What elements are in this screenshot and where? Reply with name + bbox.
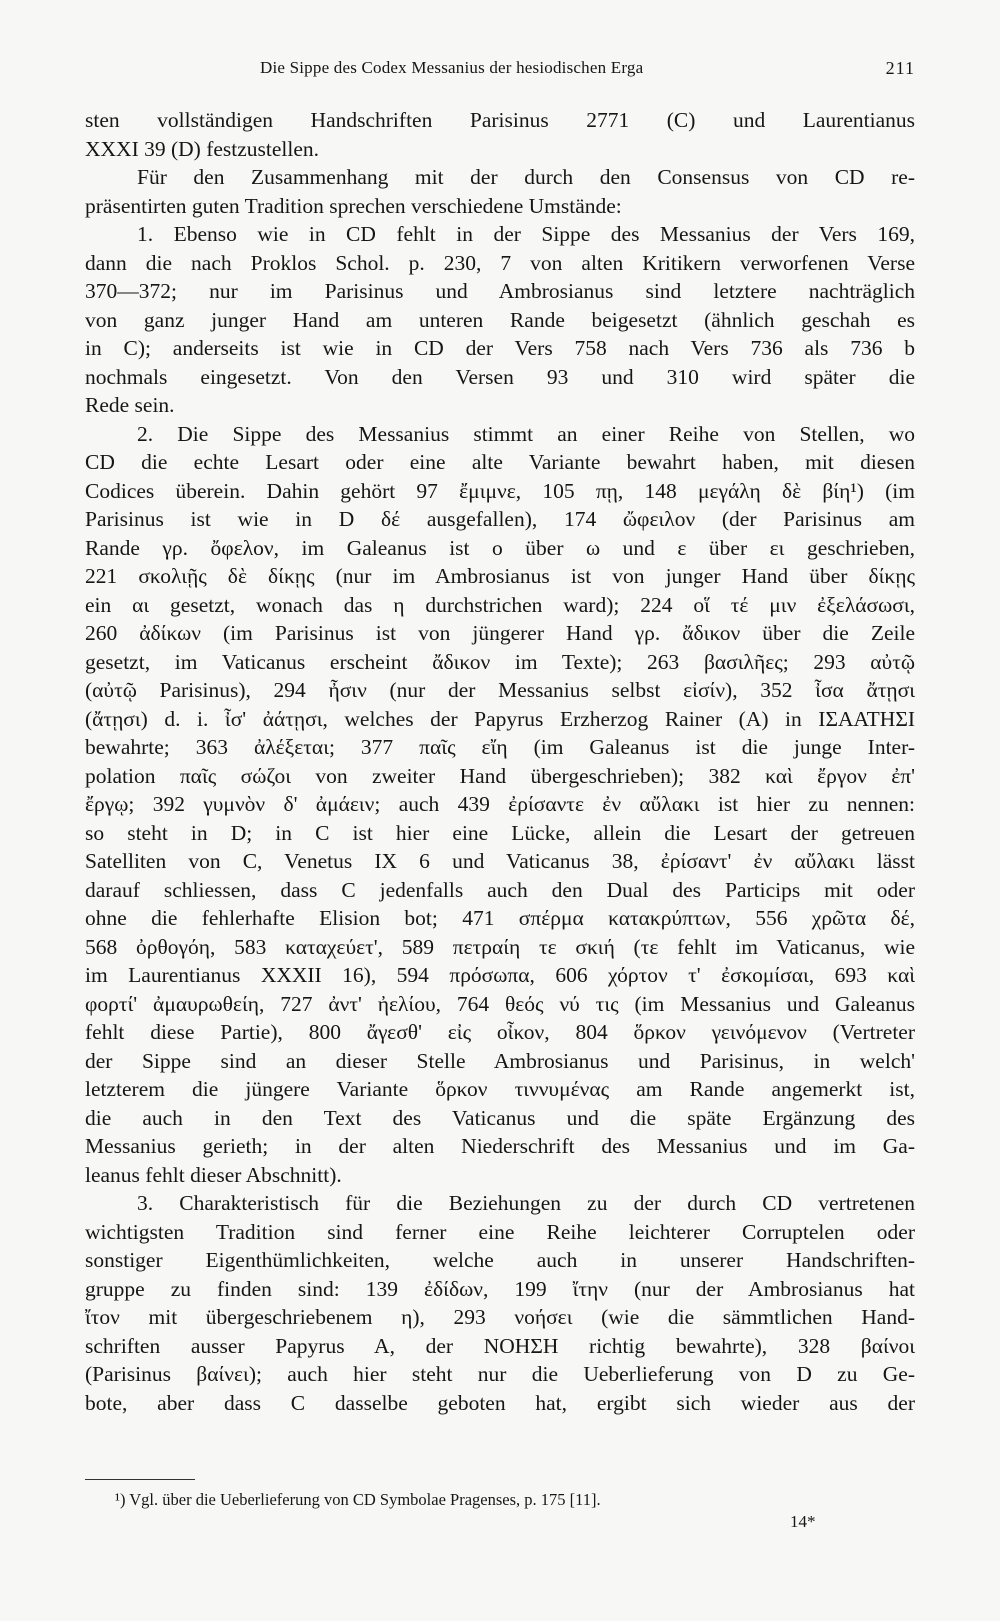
text-line: fehlt diese Partie), 800 ἄγεσθ' εἰς οἶκον, 804 ὅρκον γεινόμενον (Vertreter xyxy=(85,1020,915,1044)
text-line: schriften ausser Papyrus A, der ΝΟΗΣΗ richtig bewahrte), 328 βαίνοι xyxy=(85,1333,915,1358)
text-line: (αὐτῷ Parisinus), 294 ἦσιν (nur der Messanius selbst εἰσίν), 352 ἶσα ἄτῃσι xyxy=(85,678,915,702)
text-line: Parisinus ist wie in D δέ ausgefallen), 174 ὤφειλον (der Parisinus am xyxy=(85,507,915,531)
text-line: 2. Die Sippe des Messanius stimmt an einer Reihe von Stellen, wo xyxy=(137,421,915,446)
text-line: Rede sein. xyxy=(85,393,175,417)
text-line: gesetzt, im Vaticanus erscheint ἄδικον im Texte); 263 βασιλῆες; 293 αὐτῷ xyxy=(85,649,915,674)
text-line: 568 ὀρθογόη, 583 καταχεύετ', 589 πετραίη τε σκιή (τε fehlt im Vaticanus, wie xyxy=(85,934,915,959)
text-line: ἔργῳ; 392 γυμνὸν δ' ἀμάειν; auch 439 ἐρίσαντε ἐν αὔλακι ist hier zu nennen: xyxy=(85,792,915,816)
text-line: die auch in den Text des Vaticanus und die späte Ergänzung des xyxy=(85,1105,915,1130)
text-line: 3. Charakteristisch für die Beziehungen zu der durch CD vertretenen xyxy=(137,1191,915,1215)
text-line: Für den Zusammenhang mit der durch den Consensus von CD re- xyxy=(137,165,915,189)
text-line: 260 ἀδίκων (im Parisinus ist von jüngerer Hand γρ. ἄδικον über die Zeile xyxy=(85,621,915,645)
text-line: 1. Ebenso wie in CD fehlt in der Sippe des Messanius der Vers 169, xyxy=(137,222,915,246)
text-line: von ganz junger Hand am unteren Rande beigesetzt (ähnlich geschah es xyxy=(85,307,915,332)
text-line: 370—372; nur im Parisinus und Ambrosianus sind letztere nachträglich xyxy=(85,279,915,303)
text-line: ein αι gesetzt, wonach das η durchstrichen ward); 224 οἵ τέ μιν ἐξελάσωσι, xyxy=(85,592,915,617)
signature-mark: 14* xyxy=(790,1512,816,1531)
page-header xyxy=(85,58,915,86)
text-line: präsentirten guten Tradition sprechen verschiedene Umstände: xyxy=(85,193,622,218)
text-line: in C); anderseits ist wie in CD der Vers 758 nach Vers 736 als 736 b xyxy=(85,336,915,360)
body-text xyxy=(85,106,915,1417)
text-line: polation παῖς σώζοι von zweiter Hand übergeschrieben); 382 καὶ ἔργον ἐπ' xyxy=(85,763,915,788)
text-line: wichtigsten Tradition sind ferner eine Reihe leichterer Corruptelen oder xyxy=(85,1219,915,1244)
text-line: im Laurentianus XXXII 16), 594 πρόσωπα, 606 χόρτον τ' ἐσκομίσαι, 693 καὶ xyxy=(85,963,915,987)
text-line: gruppe zu finden sind: 139 ἐδίδων, 199 ἴτην (nur der Ambrosianus hat xyxy=(85,1276,915,1301)
text-line: Codices überein. Dahin gehört 97 ἔμιμνε, 105 πῃ, 148 μεγάλη δὲ βίη¹) (im xyxy=(85,478,915,503)
text-line: bewahrte; 363 ἀλέξεται; 377 παῖς εἴη (im Galeanus ist die junge Inter- xyxy=(85,735,915,759)
text-line: Satelliten von C, Venetus IX 6 und Vaticanus 38, ἐρίσαντ' ἐν αὔλακι lässt xyxy=(85,849,915,873)
text-line: CD die echte Lesart oder eine alte Variante bewahrt haben, mit diesen xyxy=(85,450,915,474)
text-line: leanus fehlt dieser Abschnitt). xyxy=(85,1162,342,1187)
text-line: der Sippe sind an dieser Stelle Ambrosianus und Parisinus, in welch' xyxy=(85,1048,915,1073)
text-line: bote, aber dass C dasselbe geboten hat, ergibt sich wieder aus der xyxy=(85,1390,915,1415)
text-line: XXXI 39 (D) festzustellen. xyxy=(85,136,320,161)
text-line: Messanius gerieth; in der alten Niederschrift des Messanius und im Ga- xyxy=(85,1134,915,1158)
text-line: 221 σκολιῇς δὲ δίκῃς (nur im Ambrosianus ist von junger Hand über δίκῃς xyxy=(85,564,915,588)
text-line: sten vollständigen Handschriften Parisinus 2771 (C) und Laurentianus xyxy=(85,108,915,132)
text-line: (ἄτῃσι) d. i. ἶσ' ἀάτῃσι, welches der Papyrus Erzherzog Rainer (A) in ΙΣΑΑΤΗΣΙ xyxy=(85,706,915,731)
text-line: dann die nach Proklos Schol. p. 230, 7 von alten Kritikern verworfenen Verse xyxy=(85,250,915,275)
text-line: (Parisinus βαίνει); auch hier steht nur die Ueberlieferung von D zu Ge- xyxy=(85,1362,915,1386)
text-line: ohne die fehlerhafte Elision bot; 471 σπέρμα κατακρύπτων, 556 χρῶτα δέ, xyxy=(85,906,915,930)
text-line: darauf schliessen, dass C jedenfalls auch den Dual des Particips mit oder xyxy=(85,877,915,902)
footnote: ¹) Vgl. über die Ueberlieferung von CD Symbolae Pragenses, p. 175 [11]. xyxy=(115,1490,601,1509)
text-line: sonstiger Eigenthümlichkeiten, welche auch in unserer Handschriften- xyxy=(85,1248,915,1272)
text-line: ἴτον mit übergeschriebenem η), 293 νοήσει (wie die sämmtlichen Hand- xyxy=(85,1305,915,1329)
text-line: Rande γρ. ὄφελον, im Galeanus ist ο über ω und ε über ει geschrieben, xyxy=(85,535,915,560)
text-line: φορτί' ἀμαυρωθείη, 727 ἀντ' ἠελίου, 764 θεός νύ τις (im Messanius und Galeanus xyxy=(85,991,915,1016)
running-head: Die Sippe des Codex Messanius der hesiodischen Erga xyxy=(260,58,644,77)
text-line: letzterem die jüngere Variante ὅρκον τιννυμένας am Rande angemerkt ist, xyxy=(85,1077,915,1101)
text-line: so steht in D; in C ist hier eine Lücke, allein die Lesart der getreuen xyxy=(85,820,915,845)
footnote-rule xyxy=(85,1479,195,1480)
page-number: 211 xyxy=(885,58,915,78)
text-line: nochmals eingesetzt. Von den Versen 93 und 310 wird später die xyxy=(85,364,915,389)
